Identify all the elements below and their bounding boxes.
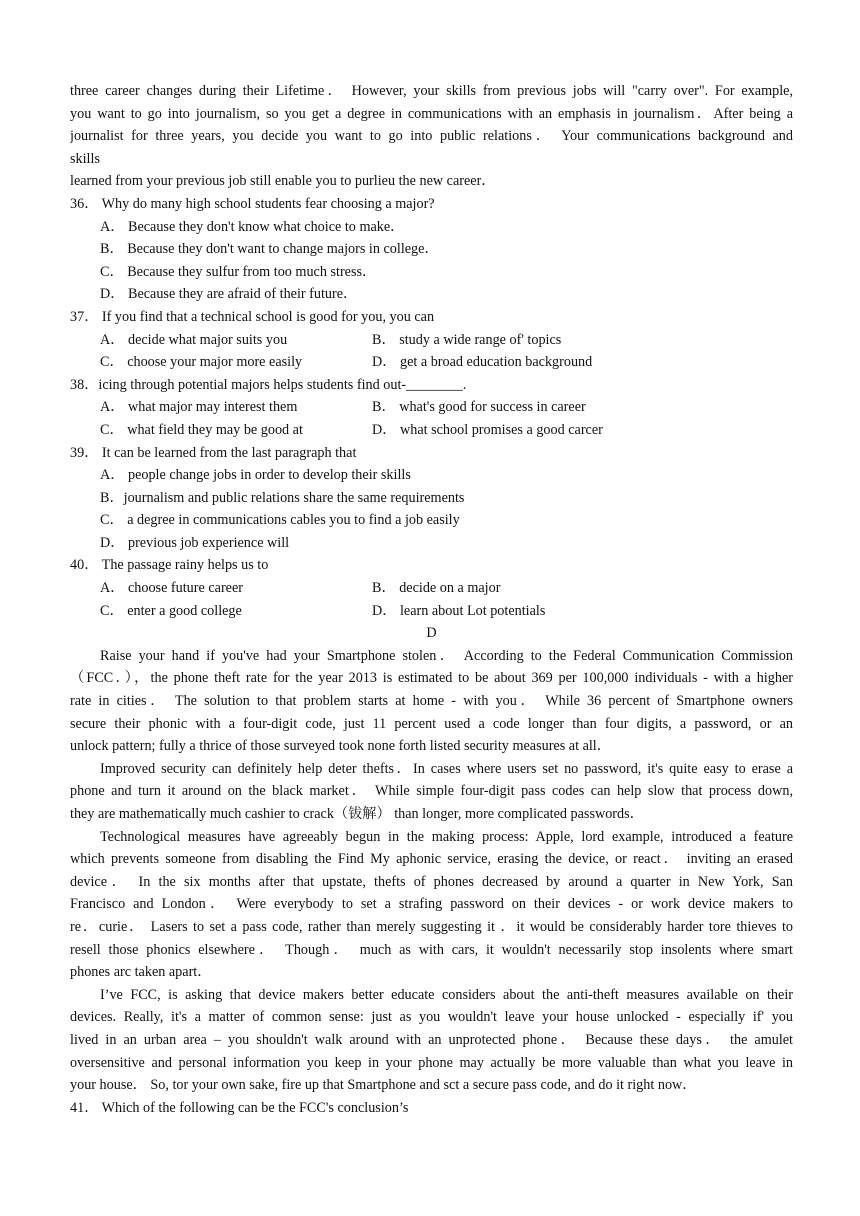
- option-c: C． choose your major more easily: [100, 354, 303, 371]
- option-b: B．journalism and public relations share the same requirements: [100, 489, 465, 506]
- option-d: D． what school promises a good carcer: [372, 421, 603, 438]
- text-line: devices. Really, it's a matter of common sense: just as you wouldn't leave your house unlocked - especially if' you: [70, 1009, 793, 1026]
- text-line: resell those phonics elsewhere． Though． much as with cars, it wouldn't necessarily stop insolents where smart: [70, 941, 793, 958]
- option-c: C． what field they may be good at: [100, 421, 303, 438]
- text-line: Raise your hand if you've had your Smartphone stolen． According to the Federal Communication Commission: [100, 647, 793, 664]
- text-line: oversensitive and personal information you keep in your phone may actually be more valuable than what you leave in: [70, 1054, 793, 1071]
- text-line: which prevents someone from disabling the Find My aphonic service, erasing the device, or react． inviting an erased: [70, 851, 793, 868]
- text-line: phones arc taken apart．: [70, 964, 212, 981]
- option-a: A． what major may interest them: [100, 399, 298, 416]
- option-d: D． get a broad education background: [372, 354, 593, 371]
- question-stem: 37． If you find that a technical school is good for you, you can: [70, 308, 435, 325]
- text-line: you want to go into journalism, so you get a degree in communications with an emphasis in journalism．After being a: [70, 105, 793, 122]
- option-c: C． enter a good college: [100, 602, 242, 619]
- text-line: Technological measures have agreeably begun in the making process: Apple, lord example, introduced a feature: [100, 828, 793, 845]
- text-line: Francisco and London． Were everybody to set a strafing password on their devices - or work device makers to: [70, 896, 793, 913]
- option-d: D． Because they are afraid of their future．: [100, 286, 358, 303]
- section-heading: D: [426, 625, 437, 642]
- option-a: A． Because they don't know what choice to make．: [100, 218, 405, 235]
- text-line: （FCC．），the phone theft rate for the year 2013 is estimated to be about 369 per 100,000 individuals - with a higher: [70, 670, 793, 687]
- option-row: [70, 600, 793, 623]
- text-line: learned from your previous job still enable you to purlieu the new career．: [70, 173, 496, 190]
- question-38: [70, 374, 793, 442]
- text-line: lived in an urban area – you shouldn't walk around with an unprotected phone． Because these days． the amulet: [70, 1031, 793, 1048]
- text-line: I’ve FCC, is asking that device makers better educate considers about the anti-theft measures available on their: [100, 986, 793, 1003]
- option-b: B． what's good for success in career: [372, 399, 586, 416]
- question-41-stem: 41． Which of the following can be the FCC's conclusion’s: [70, 1099, 409, 1116]
- option-d: D． previous job experience will: [100, 534, 290, 551]
- question-stem: 38．icing through potential majors helps students find out-________.: [70, 376, 467, 393]
- exam-page: [70, 80, 793, 1119]
- option-row: [70, 329, 793, 352]
- text-line: re．curie． Lasers to set a pass code, rather than merely suggesting it ．it would be considerably harder tore thieves to: [70, 918, 793, 935]
- question-36: [70, 193, 793, 306]
- text-line: journalist for three years, you decide you want to go into public relations． Your communications background and: [70, 128, 793, 145]
- text-line: skills: [70, 150, 100, 167]
- section-d-paragraph-1: [70, 645, 793, 758]
- text-line: secure their phonic with a four-digit code, just 11 percent used a code longer than four digits, a password, or an: [70, 715, 793, 732]
- text-line: device． In the six months after that upstate, thefts of phones decreased by around a quarter in New York, San: [70, 873, 793, 890]
- option-row: [70, 351, 793, 374]
- question-stem: 40． The passage rainy helps us to: [70, 557, 269, 574]
- text-line: unlock pattern; fully a thrice of those surveyed took none forth listed security measures at all．: [70, 738, 611, 755]
- text-line: phone and turn it around on the black market． While simple four-digit pass codes can help slow that process down,: [70, 783, 793, 800]
- option-a: A． people change jobs in order to develop their skills: [100, 467, 411, 484]
- question-stem: 36． Why do many high school students fear choosing a major?: [70, 195, 435, 212]
- text-line: rate in cities． The solution to that problem starts at home - with you． While 36 percent of Smartphone owners: [70, 693, 793, 710]
- question-37: [70, 306, 793, 374]
- option-c: C． Because they sulfur from too much stress．: [100, 263, 377, 280]
- passage-c-ending: [70, 80, 793, 193]
- option-b: B． decide on a major: [372, 580, 501, 597]
- section-d-paragraph-4: [70, 984, 793, 1097]
- option-row: [70, 577, 793, 600]
- option-a: A． decide what major suits you: [100, 331, 288, 348]
- option-c: C． a degree in communications cables you to find a job easily: [100, 512, 460, 529]
- option-row: [70, 396, 793, 419]
- option-row: [70, 419, 793, 442]
- option-b: B． study a wide range of' topics: [372, 331, 562, 348]
- option-d: D． learn about Lot potentials: [372, 602, 546, 619]
- section-d-paragraph-2: [70, 758, 793, 826]
- question-stem: 39． It can be learned from the last paragraph that: [70, 444, 357, 461]
- text-line: Improved security can definitely help deter thefts．In cases where users set no password, it's quite easy to erase a: [100, 760, 793, 777]
- section-d-paragraph-3: [70, 826, 793, 984]
- question-40: [70, 554, 793, 622]
- text-line: your house． So, tor your own sake, fire up that Smartphone and sct a secure pass code, and do it right now．: [70, 1077, 697, 1094]
- option-a: A． choose future career: [100, 580, 243, 597]
- text-line: they are mathematically much cashier to crack（钹解） than longer, more complicated passwords．: [70, 806, 644, 822]
- question-39: [70, 442, 793, 555]
- option-b: B． Because they don't want to change majors in college．: [100, 241, 439, 258]
- text-line: three career changes during their Lifetime． However, your skills from previous jobs will "carry over". For example,: [70, 83, 793, 99]
